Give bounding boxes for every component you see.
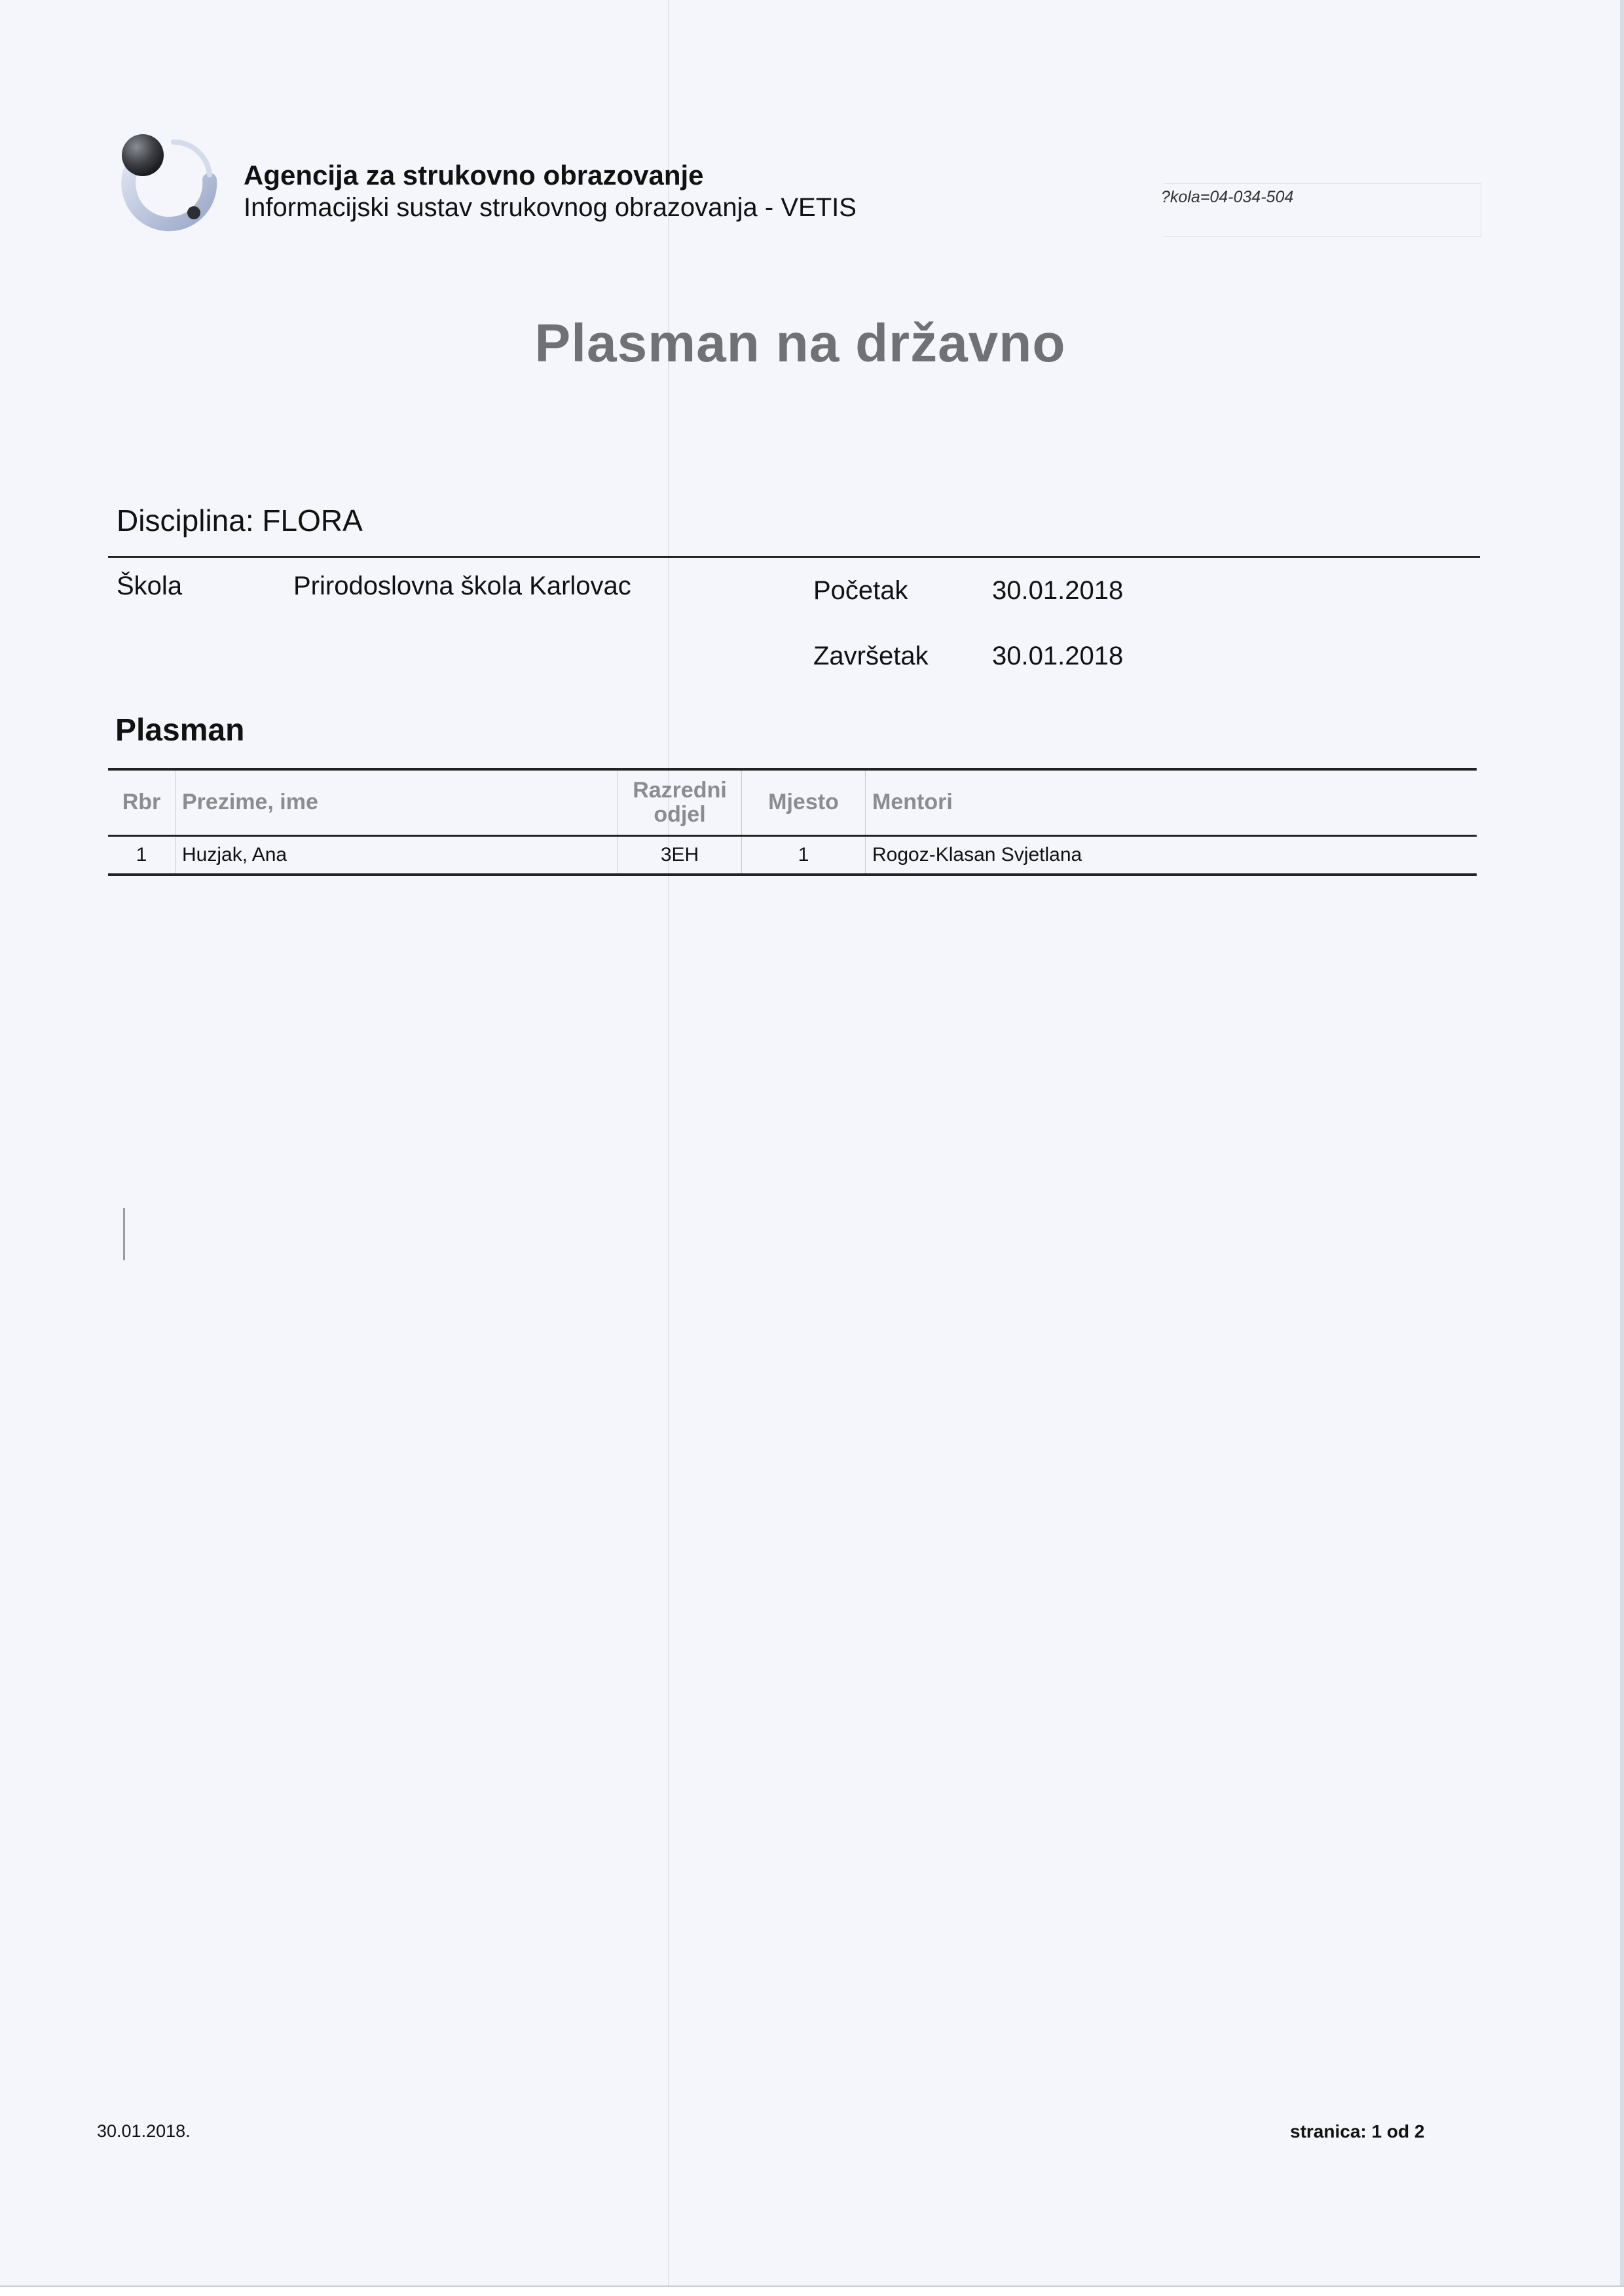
footer-page-number: stranica: 1 od 2: [1290, 2121, 1425, 2141]
start-date: 30.01.2018: [992, 576, 1124, 605]
cell-place: 1: [742, 836, 866, 875]
header-mentors: Mentori: [866, 769, 1477, 836]
table-header-row: [108, 769, 1477, 836]
start-label: Početak: [813, 576, 908, 605]
cell-name: Huzjak, Ana: [175, 836, 618, 875]
cell-rbr: 1: [136, 844, 147, 866]
agency-logo: [111, 128, 223, 242]
reference-code: ?kola=04-034-504: [1161, 188, 1294, 206]
school-value: Prirodoslovna škola Karlovac: [293, 572, 631, 600]
scan-right-edge: [1620, 0, 1624, 2296]
scan-bottom-edge: [0, 2286, 1624, 2296]
cell-mentors: Rogoz-Klasan Svjetlana: [866, 836, 1477, 875]
section-title: Plasman: [115, 713, 245, 748]
results-table: [108, 768, 1477, 876]
header-class-line1: Razredni: [633, 777, 727, 803]
table-row: [108, 836, 1477, 875]
footer-date: 30.01.2018.: [97, 2121, 191, 2141]
system-name: Informacijski sustav strukovnog obrazovanja - VETIS: [244, 193, 857, 222]
agency-name: Agencija za strukovno obrazovanje: [244, 160, 704, 191]
discipline-heading: Disciplina: FLORA: [117, 503, 363, 538]
end-date: 30.01.2018: [992, 642, 1124, 670]
page-title: Plasman na državno: [534, 314, 1066, 373]
end-label: Završetak: [813, 642, 929, 670]
header-place: Mjesto: [742, 769, 866, 836]
cell-class: 3EH: [618, 836, 742, 875]
header-rbr: Rbr: [108, 769, 175, 836]
header-class-line2: odjel: [654, 802, 706, 827]
header-name: Prezime, ime: [175, 769, 618, 836]
header-class: [618, 769, 742, 836]
school-label: Škola: [117, 572, 183, 600]
scan-margin-mark: [123, 1208, 125, 1260]
divider-rule: [108, 556, 1480, 558]
